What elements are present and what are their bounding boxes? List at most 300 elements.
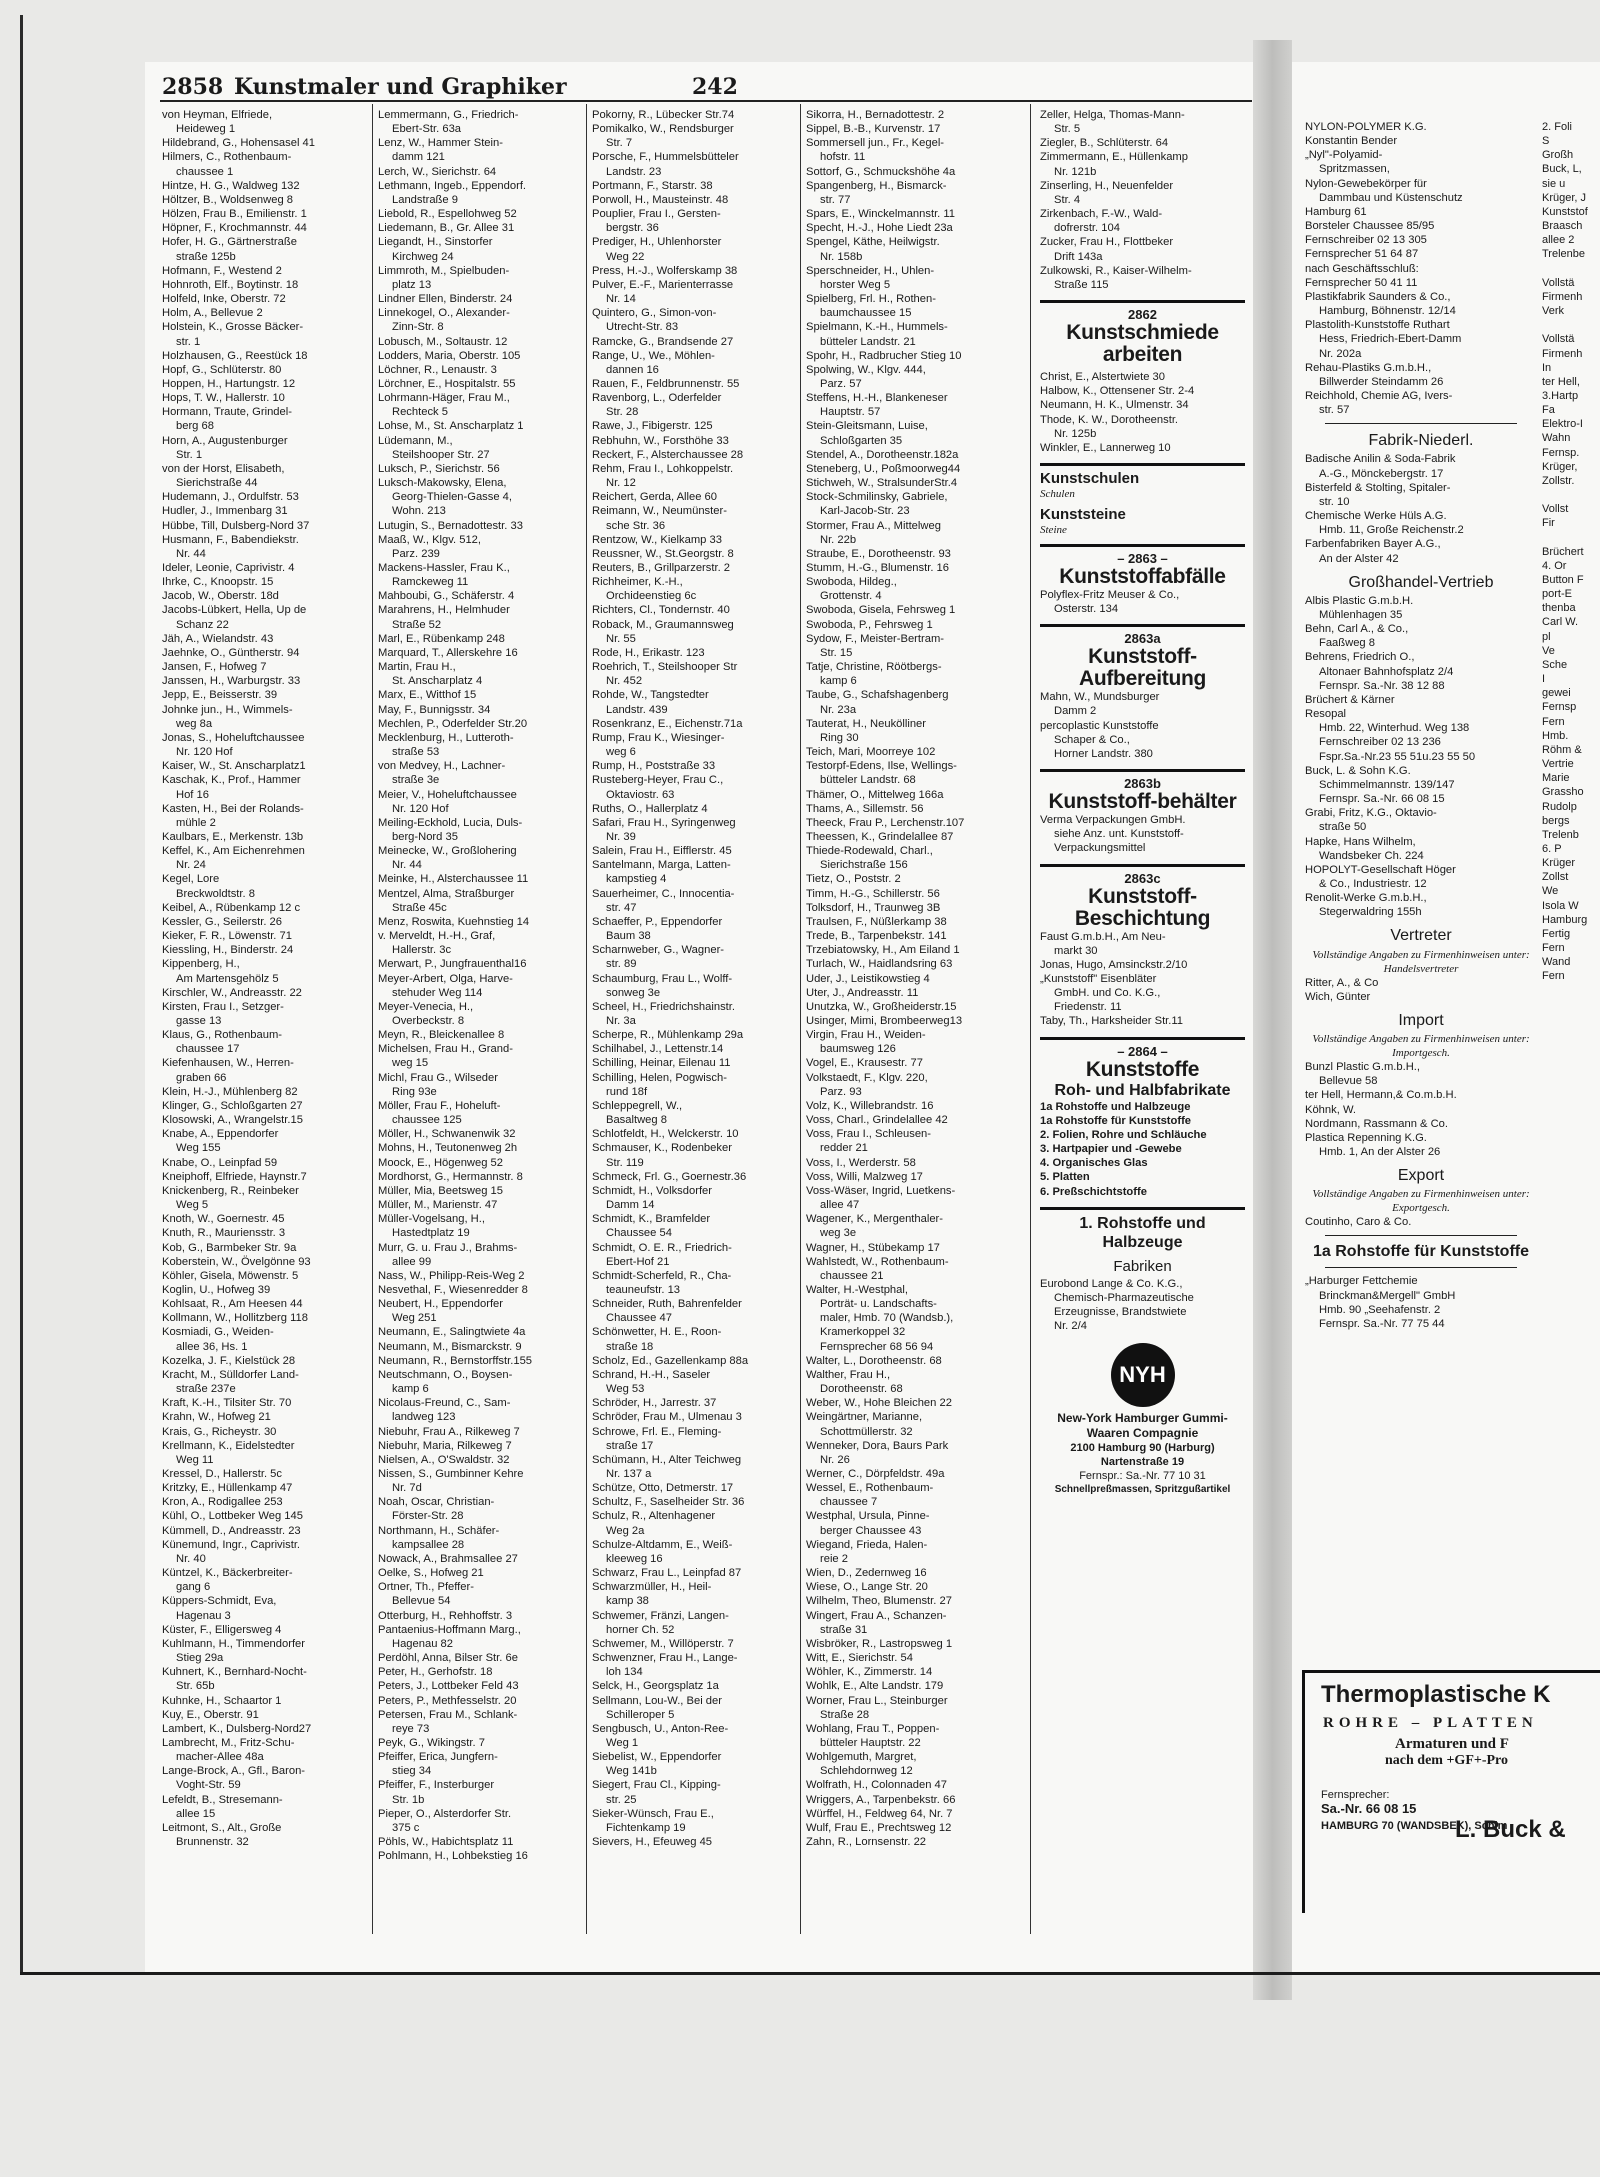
entry-name: Ramcke, G., Brandsende 27	[592, 335, 734, 348]
entry-name: Hildebrand, G., Hohensasel 41	[162, 137, 315, 150]
entry-continuation: chaussee 21	[820, 1269, 884, 1282]
entry-name: Lohse, M., St. Anscharplatz 1	[378, 420, 524, 433]
entry-name: Neumann, H. K., Ulmenstr. 34	[1040, 399, 1189, 412]
directory-entry	[162, 703, 364, 731]
entry-continuation: Ring 93e	[392, 1085, 437, 1098]
entry-name: Knuth, R., Mauriensstr. 3	[162, 1227, 286, 1240]
entry-name: Rosenkranz, E., Eichenstr.71a	[592, 717, 743, 730]
entry-continuation: Nr. 452	[606, 675, 643, 688]
entry-name: Hübbe, Till, Dulsberg-Nord 37	[162, 519, 310, 532]
directory-entry	[592, 759, 796, 773]
list-line: sie u	[1542, 177, 1566, 190]
entry-name: Jepp, E., Beisserstr. 39	[162, 689, 278, 702]
entry-continuation: Sierichstraße 44	[176, 477, 258, 490]
entry-name: Range, U., We., Möhlen-	[592, 349, 715, 362]
advert-phone: Fernspr.: Sa.-Nr. 77 10 31	[1079, 1470, 1206, 1483]
directory-entry	[1040, 1277, 1245, 1334]
section-number: – 2863 –	[1117, 550, 1168, 566]
entry-name: Christ, E., Alstertwiete 30	[1040, 371, 1165, 384]
list-line: Wahn	[1542, 432, 1571, 445]
section-title: Kunstmaler und Graphiker	[234, 74, 567, 100]
list-line: 5. Platten	[1040, 1171, 1090, 1184]
directory-entry	[806, 1241, 1012, 1255]
directory-entry	[592, 278, 796, 306]
entry-name: Wien, D., Zedernweg 16	[806, 1567, 927, 1580]
section-number: 2863b	[1124, 776, 1161, 792]
directory-entry	[592, 1425, 796, 1453]
section-heading: Kunststoff-Aufbereitung	[1078, 645, 1207, 691]
entry-name: Selck, H., Georgsplatz 1a	[592, 1680, 719, 1693]
directory-entry	[1305, 764, 1537, 806]
directory-entry	[592, 1212, 796, 1240]
entry-name: Rauen, F., Feldbrunnenstr. 55	[592, 377, 740, 390]
entry-name: Behn, Carl A., & Co.,	[1305, 623, 1409, 636]
entry-continuation: Hmb. 90 „Seehafenstr. 2	[1319, 1303, 1441, 1316]
directory-entry	[1305, 247, 1537, 261]
directory-entry	[1305, 537, 1537, 565]
entry-continuation: Str. 65b	[176, 1680, 215, 1693]
entry-name: Wenneker, Dora, Baurs Park	[806, 1439, 949, 1452]
list-line: Braasch	[1542, 220, 1583, 233]
entry-continuation: Schimmelmannstr. 139/147	[1319, 778, 1455, 791]
subcategory-heading: Export	[1397, 1167, 1445, 1185]
entry-name: Sellmann, Lou-W., Bei der	[592, 1694, 722, 1707]
entry-continuation: Stegerwaldring 155h	[1319, 906, 1422, 919]
directory-entry	[378, 1750, 582, 1778]
directory-entry	[806, 462, 1012, 476]
advert-address: HAMBURG 70 (WANDSBEK), Schim	[1321, 1820, 1508, 1832]
entry-continuation: Nr. 55	[606, 632, 636, 645]
list-line: 2. Foli	[1542, 121, 1572, 133]
cross-reference: Schulen	[1040, 487, 1075, 500]
entry-name: v. Merveldt, H.-H., Graf,	[378, 930, 496, 943]
entry-name: Kaiser, W., St. Anscharplatz1	[162, 760, 306, 773]
entry-continuation: Bellevue 54	[392, 1595, 451, 1608]
list-line: Fern	[1542, 715, 1565, 728]
directory-entry	[378, 731, 582, 759]
entry-continuation: Hof 16	[176, 788, 209, 801]
entry-name: Halbow, K., Ottensener Str. 2-4	[1040, 385, 1195, 398]
entry-name: Peters, P., Methfesselstr. 20	[378, 1694, 517, 1707]
directory-entry	[162, 1056, 364, 1084]
list-line: In	[1542, 361, 1552, 374]
entry-name: Lenz, W., Hammer Stein-	[378, 137, 503, 150]
directory-entry	[806, 1566, 1012, 1580]
directory-entry	[378, 1495, 582, 1523]
entry-name: Prediger, H., Uhlenhorster	[592, 236, 722, 249]
directory-entry	[162, 264, 364, 278]
directory-entry	[806, 1127, 1012, 1155]
directory-entry	[378, 1170, 582, 1184]
entry-name: Holzhausen, G., Reestück 18	[162, 349, 308, 362]
entry-name: Kirsten, Frau I., Setzger-	[162, 1000, 284, 1013]
entry-name: Stein-Gleitsmann, Luise,	[806, 420, 928, 433]
entry-name: Press, H.-J., Wolferskamp 38	[592, 264, 738, 277]
directory-entry	[592, 1694, 796, 1722]
entry-name: Otterburg, H., Rehhoffstr. 3	[378, 1609, 513, 1622]
directory-entry	[1040, 588, 1245, 616]
directory-entry	[162, 1368, 364, 1396]
directory-entry	[378, 1623, 582, 1651]
entry-name: Schlotfeldt, H., Welckerstr. 10	[592, 1128, 739, 1141]
advert-line: nach dem +GF+-Pro	[1385, 1753, 1509, 1768]
entry-continuation: str. 25	[606, 1793, 637, 1806]
entry-continuation: Faaßweg 8	[1319, 637, 1375, 650]
list-line: pl	[1542, 630, 1551, 643]
directory-entry	[806, 986, 1012, 1000]
directory-entry	[592, 179, 796, 193]
directory-entry	[592, 887, 796, 915]
entry-name: Künemund, Ingr., Caprivistr.	[162, 1538, 301, 1551]
directory-entry	[592, 533, 796, 547]
entry-name: Marl, E., Rübenkamp 248	[378, 632, 505, 645]
directory-entry	[806, 547, 1012, 561]
list-line: Fernsp	[1542, 701, 1577, 714]
entry-name: Verma Verpackungen GmbH.	[1040, 814, 1186, 827]
entry-continuation: Friedenstr. 11	[1054, 1001, 1122, 1014]
entry-continuation: Ring 30	[820, 731, 859, 744]
entry-continuation: allee 47	[820, 1199, 860, 1212]
directory-entry	[378, 688, 582, 702]
directory-entry	[162, 589, 364, 603]
entry-continuation: horner Ch. 52	[606, 1623, 675, 1636]
entry-continuation: Hess, Friedrich-Ebert-Damm	[1319, 333, 1462, 346]
entry-name: Schmidt, H., Volksdorfer	[592, 1184, 712, 1197]
thermoplastische-advert	[1302, 1670, 1600, 1913]
list-line: Trelenb	[1542, 828, 1579, 841]
entry-name: Wagener, K., Mergenthaler-	[806, 1213, 944, 1226]
directory-entry	[806, 292, 1012, 320]
entry-name: Scherpe, R., Mühlenkamp 29a	[592, 1029, 744, 1042]
directory-entry	[1305, 290, 1537, 318]
entry-name: Reichhold, Chemie AG, Ivers-	[1305, 389, 1453, 402]
subcategory-heading: Fabriken	[1113, 1257, 1172, 1275]
entry-name: Jonas, Hugo, Amsinckstr.2/10	[1040, 958, 1188, 971]
entry-continuation: Osterstr. 134	[1054, 603, 1119, 616]
entry-name: Lerch, W., Sierichstr. 64	[378, 165, 497, 178]
entry-name: Wiegand, Frieda, Halen-	[806, 1538, 928, 1551]
entry-name: Pieper, O., Alsterdorfer Str.	[378, 1807, 512, 1820]
directory-entry	[162, 674, 364, 688]
list-line: Wand	[1542, 956, 1571, 969]
entry-continuation: berg-Nord 35	[392, 830, 458, 843]
directory-entry	[592, 802, 796, 816]
right-page-column	[1305, 120, 1537, 1331]
entry-name: Jaehnke, O., Güntherstr. 94	[162, 646, 300, 659]
entry-name: Zucker, Frau H., Flottbeker	[1040, 236, 1174, 249]
directory-entry	[592, 915, 796, 943]
directory-entry	[806, 1014, 1012, 1028]
list-line: We	[1542, 885, 1559, 898]
advert-line: ROHRE – PLATTEN	[1323, 1715, 1538, 1731]
entry-continuation: str. 10	[1319, 495, 1350, 508]
directory-entry	[806, 745, 1012, 759]
directory-entry	[378, 561, 582, 589]
entry-name: Schulz, R., Altenhagener	[592, 1510, 716, 1523]
column-divider	[800, 104, 801, 1934]
directory-entry	[1305, 707, 1537, 764]
entry-continuation: weg 3e	[820, 1227, 857, 1240]
directory-entry	[378, 1156, 582, 1170]
entry-name: Lambert, K., Dulsberg-Nord27	[162, 1722, 312, 1735]
cross-reference: Vollständige Angaben zu Firmenhinweisen unter: Importgesch.	[1312, 1033, 1530, 1060]
entry-continuation: Straße 52	[392, 618, 442, 631]
list-line: Elektro-I	[1542, 418, 1583, 431]
entry-name: Walther, Frau H.,	[806, 1368, 891, 1381]
directory-entry	[1305, 891, 1537, 919]
list-line: thenba	[1542, 602, 1576, 615]
directory-entry	[378, 377, 582, 391]
directory-entry	[162, 1509, 364, 1523]
directory-entry	[378, 1184, 582, 1198]
directory-entry	[592, 207, 796, 235]
directory-entry	[592, 1835, 796, 1849]
list-line	[1542, 531, 1598, 545]
directory-entry	[162, 1028, 364, 1056]
entry-name: Lüdemann, M.,	[378, 434, 453, 447]
directory-entry	[592, 150, 796, 178]
directory-entry	[1040, 1014, 1245, 1028]
directory-entry	[806, 844, 1012, 872]
entry-continuation: Hauptstr. 57	[820, 406, 881, 419]
entry-continuation: gang 6	[176, 1581, 211, 1594]
directory-entry	[378, 1042, 582, 1070]
entry-name: Pomikalko, W., Rendsburger	[592, 123, 734, 136]
directory-entry	[378, 872, 582, 886]
entry-list	[1040, 930, 1245, 1029]
entry-name: Schrowe, Frl. E., Fleming-	[592, 1425, 722, 1438]
entry-continuation: mühle 2	[176, 816, 216, 829]
entry-name: Volkstaedt, F., Klgv. 220,	[806, 1071, 928, 1084]
entry-name: Hoppen, H., Hartungstr. 12	[162, 377, 296, 390]
entry-continuation: Weg 155	[176, 1142, 221, 1155]
entry-name: Jacob, W., Oberstr. 18d	[162, 590, 279, 603]
subcategory-heading: Vertreter	[1390, 927, 1452, 945]
entry-name: Kosmiadi, G., Weiden-	[162, 1326, 274, 1339]
directory-entry	[378, 1651, 582, 1665]
advert-company-name: New-York Hamburger Gummi-Waaren Compagnie	[1057, 1411, 1228, 1441]
entry-name: Menz, Roswita, Kuehnstieg 14	[378, 915, 530, 928]
entry-name: Hilmers, C., Rothenbaum-	[162, 151, 292, 164]
directory-entry	[806, 830, 1012, 844]
directory-entry	[592, 1481, 796, 1495]
entry-name: Winkler, E., Lannerweg 10	[1040, 441, 1171, 454]
entry-continuation: kamp 6	[820, 675, 857, 688]
entry-continuation: Nr. 39	[606, 830, 636, 843]
entry-name: Northmann, H., Schäfer-	[378, 1524, 500, 1537]
entry-name: Richheimer, K.-H.,	[592, 576, 683, 589]
entry-name: Kritzky, E., Hüllenkamp 47	[162, 1482, 293, 1495]
entry-name: Spars, E., Winckelmannstr. 11	[806, 208, 956, 221]
directory-entry	[162, 462, 364, 490]
directory-entry	[592, 235, 796, 263]
directory-entry	[806, 207, 1012, 221]
entry-name: Reussner, W., St.Georgstr. 8	[592, 547, 734, 560]
directory-entry	[806, 1184, 1012, 1212]
directory-entry	[806, 788, 1012, 802]
directory-entry	[1305, 134, 1537, 148]
entry-name: Ziegler, B., Schlüterstr. 64	[1040, 137, 1169, 150]
directory-entry	[806, 476, 1012, 490]
directory-entry	[592, 1807, 796, 1835]
entry-name: Chemische Werke Hüls A.G.	[1305, 510, 1447, 523]
entry-continuation: kampsallee 28	[392, 1538, 465, 1551]
entry-name: Taube, G., Schafshagenberg	[806, 689, 949, 702]
directory-column-3	[592, 108, 796, 1849]
directory-entry	[806, 901, 1012, 915]
directory-entry	[806, 1368, 1012, 1396]
entry-continuation: Str. 15	[820, 646, 853, 659]
entry-continuation: macher-Allee 48a	[176, 1751, 264, 1764]
entry-name: Müller-Vogelsang, H.,	[378, 1213, 485, 1226]
directory-entry	[806, 1807, 1012, 1821]
entry-name: Zahn, R., Lornsenstr. 22	[806, 1836, 927, 1849]
directory-entry	[162, 1439, 364, 1467]
entry-continuation: graben 66	[176, 1071, 227, 1084]
entry-continuation: Str. 5	[1054, 123, 1081, 136]
subcategory-heading: Großhandel-Vertrieb	[1348, 573, 1494, 591]
advert-phone: Sa.-Nr. 66 08 15	[1321, 1801, 1417, 1816]
directory-entry	[162, 1283, 364, 1297]
directory-entry	[1305, 509, 1537, 537]
directory-entry	[162, 957, 364, 985]
entry-name: Straube, E., Dorotheenstr. 93	[806, 547, 951, 560]
entry-name: Schilling, Helen, Pogwisch-	[592, 1071, 727, 1084]
list-line: port-E	[1542, 588, 1572, 601]
directory-entry	[162, 1099, 364, 1113]
entry-list	[1305, 976, 1537, 1004]
directory-entry	[592, 1778, 796, 1806]
directory-entry	[378, 1835, 582, 1849]
entry-continuation: bergstr. 36	[606, 222, 659, 235]
entry-name: Hormann, Traute, Grindel-	[162, 406, 292, 419]
list-line: Carl W.	[1542, 616, 1579, 629]
directory-entry	[806, 632, 1012, 660]
list-line: 4. Or	[1542, 559, 1567, 572]
directory-entry	[162, 278, 364, 292]
directory-entry	[806, 1821, 1012, 1835]
entry-name: Knoth, W., Goernestr. 45	[162, 1213, 285, 1226]
entry-continuation: straße 53	[392, 746, 440, 759]
entry-continuation: loh 134	[606, 1666, 643, 1679]
list-line: Hmb.	[1542, 729, 1569, 742]
page-number: 2858	[162, 74, 224, 100]
entry-name: Roehrich, T., Steilshooper Str	[592, 661, 738, 674]
entry-continuation: Chemisch-Pharmazeutische	[1054, 1291, 1194, 1304]
directory-entry	[806, 1694, 1012, 1722]
entry-continuation: Schottmüllerstr. 32	[820, 1425, 913, 1438]
entry-continuation: Str. 1b	[392, 1793, 425, 1806]
entry-continuation: rund 18f	[606, 1085, 648, 1098]
entry-name: Keibel, A., Rübenkamp 12 c	[162, 901, 301, 914]
directory-entry	[378, 816, 582, 844]
entry-name: Kirschler, W., Andreasstr. 22	[162, 986, 302, 999]
directory-column-2	[378, 108, 582, 1863]
entry-continuation: Weg 5	[176, 1199, 209, 1212]
directory-entry	[378, 235, 582, 263]
entry-continuation: Horner Landstr. 380	[1054, 747, 1153, 760]
entry-continuation: Altonaer Bahnhofsplatz 2/4	[1319, 665, 1454, 678]
entry-name: Mahboubi, G., Schäferstr. 4	[378, 590, 515, 603]
entry-name: Klein, H.-J., Mühlenberg 82	[162, 1085, 298, 1098]
entry-name: Keffel, K., Am Eichenrehmen	[162, 845, 305, 858]
entry-continuation: kleeweg 16	[606, 1552, 663, 1565]
entry-name: Sauerheimer, C., Innocentia-	[592, 887, 735, 900]
directory-entry	[378, 264, 582, 292]
entry-name: Mahn, W., Mundsburger	[1040, 691, 1160, 704]
list-line: Fertig	[1542, 927, 1571, 940]
entry-continuation: kamp 6	[392, 1383, 429, 1396]
entry-continuation: Weg 2a	[606, 1524, 645, 1537]
directory-entry	[378, 957, 582, 971]
advert-address: 2100 Hamburg 90 (Harburg) Nartenstraße 19	[1070, 1442, 1215, 1469]
directory-entry	[378, 1000, 582, 1028]
entry-name: Bisterfeld & Stolting, Spitaler-	[1305, 481, 1451, 494]
entry-name: Rehm, Frau I., Lohkoppelstr.	[592, 462, 734, 475]
entry-continuation: Kirchweg 24	[392, 250, 454, 263]
entry-name: Meinke, H., Alsterchaussee 11	[378, 873, 529, 886]
entry-continuation: Porträt- u. Landschafts-	[820, 1298, 937, 1311]
directory-entry	[162, 575, 364, 589]
entry-name: Fernsprecher 51 64 87	[1305, 248, 1419, 261]
entry-name: Kneiphoff, Elfriede, Haynstr.7	[162, 1170, 307, 1183]
entry-continuation: Nr. 121b	[1054, 165, 1097, 178]
directory-entry	[1040, 108, 1245, 136]
entry-name: Nesvethal, F., Wiesenredder 8	[378, 1283, 528, 1296]
directory-entry	[162, 320, 364, 348]
entry-name: Müller, Mia, Beetsweg 15	[378, 1184, 503, 1197]
directory-entry	[592, 731, 796, 759]
entry-list	[1040, 690, 1245, 761]
directory-entry	[592, 618, 796, 646]
entry-name: Kühl, O., Lottbeker Weg 145	[162, 1510, 303, 1523]
entry-name: Köhler, Gisela, Möwenstr. 5	[162, 1269, 299, 1282]
advert-title: Thermoplastische K	[1321, 1681, 1551, 1708]
list-line: Fir	[1542, 517, 1555, 530]
entry-name: Nordmann, Rassmann & Co.	[1305, 1117, 1449, 1130]
category-heading: 1a Rohstoffe für Kunststoffe	[1313, 1243, 1529, 1261]
entry-name: Rebhuhn, W., Forsthöhe 33	[592, 434, 729, 447]
entry-continuation: Hagenau 82	[392, 1637, 453, 1650]
entry-name: Schwemer, M., Willöperstr. 7	[592, 1637, 734, 1650]
directory-entry	[162, 179, 364, 193]
entry-name: Neumann, E., Salingtwiete 4a	[378, 1326, 526, 1339]
directory-entry	[1305, 233, 1537, 247]
entry-name: Liebold, R., Espellohweg 52	[378, 208, 517, 221]
directory-entry	[1040, 690, 1245, 718]
entry-name: Sikorra, H., Bernadottestr. 2	[806, 109, 945, 121]
directory-entry	[1305, 205, 1537, 219]
directory-entry	[378, 1325, 582, 1339]
entry-name: Pfeiffer, F., Insterburger	[378, 1779, 495, 1792]
directory-entry	[378, 887, 582, 915]
entry-continuation: Förster-Str. 28	[392, 1510, 464, 1523]
directory-entry	[378, 1283, 582, 1297]
section-heading: Kunststeine	[1040, 505, 1126, 523]
directory-entry	[806, 1609, 1012, 1637]
directory-entry	[378, 292, 582, 306]
entry-name: Reichert, Gerda, Allee 60	[592, 491, 717, 504]
entry-continuation: kamp 38	[606, 1595, 649, 1608]
entry-name: Würffel, H., Feldweg 64, Nr. 7	[806, 1807, 953, 1820]
directory-entry	[1305, 1060, 1537, 1088]
entry-name: percoplastic Kunststoffe	[1040, 719, 1159, 732]
entry-name: Schaumburg, Frau L., Wolff-	[592, 972, 733, 985]
list-line: Verk	[1542, 305, 1565, 318]
entry-name: Stendel, A., Dorotheenstr.182a	[806, 448, 959, 461]
section-rule	[1325, 423, 1517, 424]
entry-name: Fernsprecher 50 41 11	[1305, 276, 1418, 289]
